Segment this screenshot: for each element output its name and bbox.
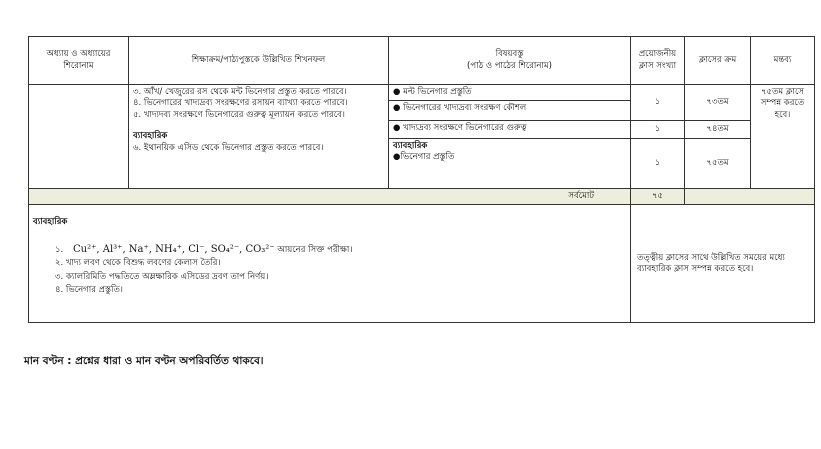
content-line: ● মল্ট ভিনেগার প্রস্তুতি xyxy=(389,85,630,101)
header-class-serial: ক্লাসের ক্রম xyxy=(685,37,751,85)
outcome-item-6: ৬. ইথানয়িক এসিড থেকে ভিনেগার প্রস্তুত করতে পারবে। xyxy=(133,142,324,153)
header-content xyxy=(389,37,631,85)
content-line: ●ভিনেগার প্রস্তুতি xyxy=(393,152,455,163)
content-cell-1 xyxy=(389,85,631,121)
remarks-cell: ৭৫তম ক্লাসে সম্পন্ন করতে হবে। xyxy=(751,85,815,189)
total-label: সর্বমোট xyxy=(29,189,631,205)
classes-cell-2: ১ xyxy=(631,121,685,139)
outcomes-cell xyxy=(129,85,389,189)
header-chapter: অধ্যায় ও অধ্যায়ের শিরোনাম xyxy=(29,37,129,85)
header-row xyxy=(29,37,815,85)
practical-row xyxy=(29,205,815,323)
practical-item-1-num: ১. xyxy=(55,244,64,255)
total-value: ৭৫ xyxy=(631,189,685,205)
ion-formulas: Cu²⁺, Al³⁺, Na⁺, NH₄⁺, Cl⁻, SO₄²⁻, CO₃²⁻ xyxy=(73,243,275,255)
total-empty xyxy=(685,189,815,205)
content-practical-title: ব্যাবহারিক xyxy=(393,141,428,151)
total-row xyxy=(29,189,815,205)
serial-cell-1: ৭৩তম xyxy=(685,85,751,121)
table-row xyxy=(29,85,815,121)
classes-cell-1: ১ xyxy=(631,85,685,121)
outcome-item-3: ৩. আঁখ/ খেজুরের রস থেকে মন্ট ভিনেগার প্রস্তুত করতে পারবে। xyxy=(133,87,347,97)
list-item: ৪. ভিনেগার প্রস্তুতি। xyxy=(55,285,123,296)
header-content-sub: (পাঠ ও পাঠের শিরোনাম) xyxy=(467,60,552,71)
list-item xyxy=(55,243,626,257)
list-item: ৩. ক্যালরিমিতি পদ্ধতিতে অম্লক্ষারিক এসিডের দ্রবণ তাপ নির্ণয়। xyxy=(55,271,269,282)
practical-cell xyxy=(29,205,631,323)
header-content-title: বিষয়বস্তু xyxy=(495,49,524,60)
serial-cell-3: ৭৫তম xyxy=(685,139,751,189)
content-cell-3 xyxy=(389,139,631,189)
practical-note: তত্ত্বীয় ক্লাসের সাথে উল্লিখিত সময়ের মধ্যে ব্যাবহারিক ক্লাস সম্পন্ন করতে হবে। xyxy=(631,205,815,323)
practical-item-1-suffix: আয়নের সিক্ত পরীক্ষা। xyxy=(277,244,353,255)
outcome-item-5: ৫. খাদ্যদব্য সংরক্ষণে ভিনেগারের গুরুত্ব মূল্যায়ন করতে পারবে। xyxy=(133,109,345,120)
syllabus-table xyxy=(28,36,815,323)
outcome-item-4: ৪. ভিনেগারের খাদ্যদ্রব্য সংরক্ষণের রসায়ন ব্যাখ্যা করতে পারবে। xyxy=(133,98,348,109)
content-line: ● ভিনেগারের খাদ্যদ্রব্য সংরক্ষণ কৌশল xyxy=(393,103,527,114)
serial-cell-2: ৭৪তম xyxy=(685,121,751,139)
header-required-classes: প্রয়োজনীয় ক্লাস সংখ্যা xyxy=(631,37,685,85)
header-outcomes: শিক্ষাক্রম/পাঠ্যপুস্তকে উল্লিখিত শিখনফল xyxy=(129,37,389,85)
syllabus-table-wrapper xyxy=(28,36,814,323)
list-item: ২. খাদ্য লবণ থেকে বিশুদ্ধ লবণের কেলাস তৈরি। xyxy=(55,258,221,269)
practical-list xyxy=(33,243,626,297)
content-cell-2: ● খাদ্যদ্রব্য সংরক্ষণে ভিনেগারের গুরুত্ব xyxy=(389,121,631,139)
chapter-cell xyxy=(29,85,129,189)
footer-note: মান বণ্টন : প্রশ্নের ধারা ও মান বণ্টন অপরিবর্তিত থাকবে। xyxy=(24,355,264,367)
header-remarks: মন্তব্য xyxy=(751,37,815,85)
classes-cell-3: ১ xyxy=(631,139,685,189)
outcome-practical-title: ব্যাবহারিক xyxy=(133,131,168,142)
practical-title: ব্যাবহারিক xyxy=(33,217,68,228)
